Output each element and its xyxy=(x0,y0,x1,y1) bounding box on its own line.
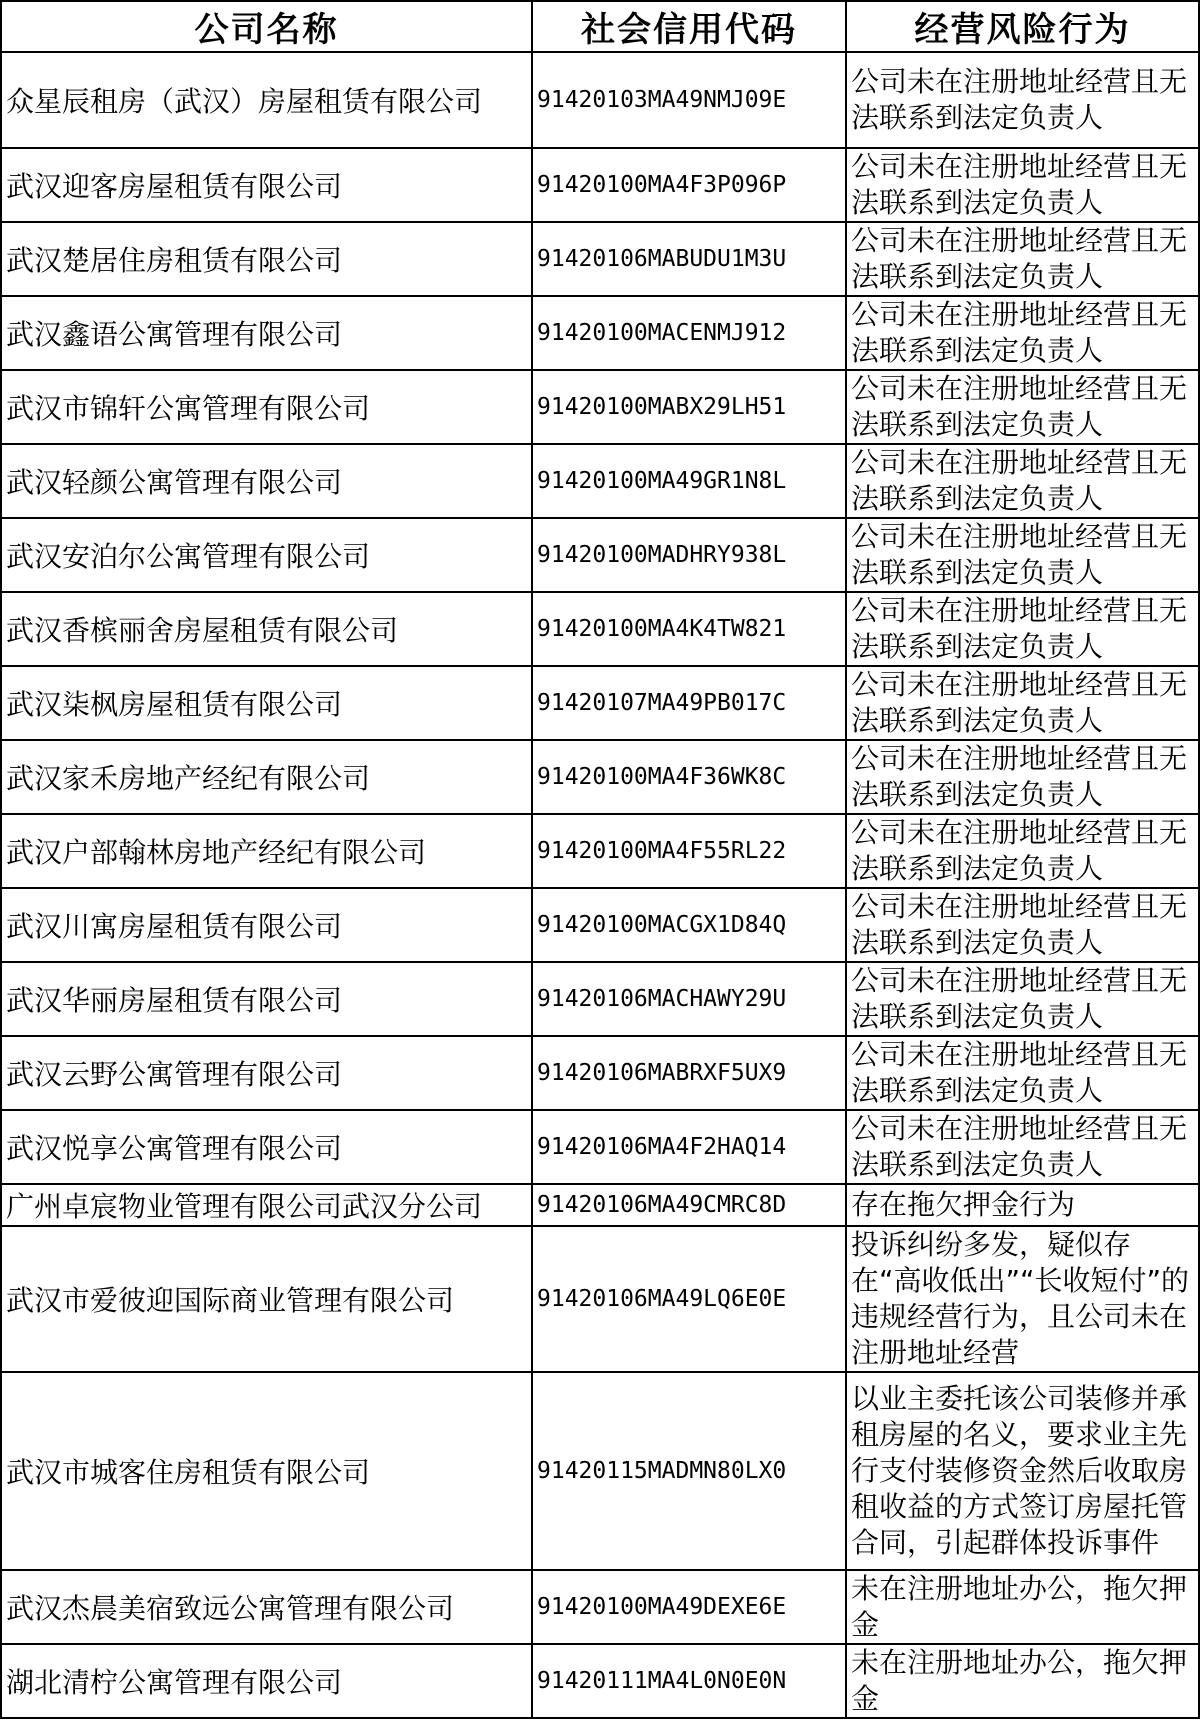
credit-code-cell: 91420106MABUDU1M3U xyxy=(532,222,846,296)
table-row xyxy=(1,962,1199,1036)
company-name-cell: 武汉市爱彼迎国际商业管理有限公司 xyxy=(1,1226,532,1372)
credit-code-cell: 91420100MACENMJ912 xyxy=(532,296,846,370)
table-row xyxy=(1,1372,1199,1570)
risk-behavior-cell: 以业主委托该公司装修并承租房屋的名义，要求业主先行支付装修资金然后收取房租收益的方式签订房屋托管合同，引起群体投诉事件 xyxy=(846,1372,1199,1570)
credit-code-cell: 91420100MABX29LH51 xyxy=(532,370,846,444)
table-row xyxy=(1,740,1199,814)
company-name-cell: 武汉迎客房屋租赁有限公司 xyxy=(1,148,532,222)
table-row xyxy=(1,1644,1199,1718)
credit-code-cell: 91420106MACHAWY29U xyxy=(532,962,846,1036)
risk-behavior-cell: 公司未在注册地址经营且无法联系到法定负责人 xyxy=(846,222,1199,296)
table-row xyxy=(1,888,1199,962)
company-name-cell: 武汉川寓房屋租赁有限公司 xyxy=(1,888,532,962)
table-body xyxy=(1,52,1199,1718)
table-row xyxy=(1,1110,1199,1184)
credit-code-cell: 91420100MA4F55RL22 xyxy=(532,814,846,888)
header-credit-code: 社会信用代码 xyxy=(532,1,846,52)
company-name-cell: 武汉家禾房地产经纪有限公司 xyxy=(1,740,532,814)
company-name-cell: 武汉鑫语公寓管理有限公司 xyxy=(1,296,532,370)
credit-code-cell: 91420103MA49NMJ09E xyxy=(532,52,846,148)
credit-code-cell: 91420100MA49GR1N8L xyxy=(532,444,846,518)
company-name-cell: 武汉杰晨美宿致远公寓管理有限公司 xyxy=(1,1570,532,1644)
company-name-cell: 武汉云野公寓管理有限公司 xyxy=(1,1036,532,1110)
credit-code-cell: 91420111MA4L0N0E0N xyxy=(532,1644,846,1718)
risk-behavior-cell: 公司未在注册地址经营且无法联系到法定负责人 xyxy=(846,296,1199,370)
company-name-cell: 众星辰租房（武汉）房屋租赁有限公司 xyxy=(1,52,532,148)
risk-behavior-cell: 公司未在注册地址经营且无法联系到法定负责人 xyxy=(846,148,1199,222)
risk-behavior-cell: 公司未在注册地址经营且无法联系到法定负责人 xyxy=(846,814,1199,888)
header-risk-behavior: 经营风险行为 xyxy=(846,1,1199,52)
risk-behavior-cell: 公司未在注册地址经营且无法联系到法定负责人 xyxy=(846,518,1199,592)
header-company-name: 公司名称 xyxy=(1,1,532,52)
risk-behavior-cell: 公司未在注册地址经营且无法联系到法定负责人 xyxy=(846,962,1199,1036)
credit-code-cell: 91420107MA49PB017C xyxy=(532,666,846,740)
table-row xyxy=(1,148,1199,222)
table-row xyxy=(1,814,1199,888)
credit-code-cell: 91420106MA49CMRC8D xyxy=(532,1184,846,1226)
table-row xyxy=(1,370,1199,444)
company-name-cell: 武汉安泊尔公寓管理有限公司 xyxy=(1,518,532,592)
table-row xyxy=(1,1570,1199,1644)
company-name-cell: 武汉香槟丽舍房屋租赁有限公司 xyxy=(1,592,532,666)
credit-code-cell: 91420115MADMN80LX0 xyxy=(532,1372,846,1570)
company-name-cell: 武汉华丽房屋租赁有限公司 xyxy=(1,962,532,1036)
credit-code-cell: 91420100MADHRY938L xyxy=(532,518,846,592)
company-name-cell: 武汉楚居住房租赁有限公司 xyxy=(1,222,532,296)
risk-behavior-cell: 存在拖欠押金行为 xyxy=(846,1184,1199,1226)
company-name-cell: 武汉市城客住房租赁有限公司 xyxy=(1,1372,532,1570)
risk-behavior-cell: 公司未在注册地址经营且无法联系到法定负责人 xyxy=(846,592,1199,666)
credit-code-cell: 91420106MA49LQ6E0E xyxy=(532,1226,846,1372)
header-row xyxy=(1,1,1199,52)
credit-code-cell: 91420100MACGX1D84Q xyxy=(532,888,846,962)
table-row xyxy=(1,666,1199,740)
credit-code-cell: 91420100MA4K4TW821 xyxy=(532,592,846,666)
table-row xyxy=(1,222,1199,296)
table-row xyxy=(1,1036,1199,1110)
risk-behavior-cell: 投诉纠纷多发，疑似存在“高收低出”“长收短付”的违规经营行为，且公司未在注册地址经营 xyxy=(846,1226,1199,1372)
company-name-cell: 武汉户部翰林房地产经纪有限公司 xyxy=(1,814,532,888)
risk-behavior-cell: 公司未在注册地址经营且无法联系到法定负责人 xyxy=(846,740,1199,814)
risk-behavior-cell: 公司未在注册地址经营且无法联系到法定负责人 xyxy=(846,888,1199,962)
credit-code-cell: 91420106MABRXF5UX9 xyxy=(532,1036,846,1110)
company-name-cell: 武汉悦享公寓管理有限公司 xyxy=(1,1110,532,1184)
table-row xyxy=(1,444,1199,518)
credit-code-cell: 91420100MA4F36WK8C xyxy=(532,740,846,814)
table-row xyxy=(1,1226,1199,1372)
risk-behavior-cell: 公司未在注册地址经营且无法联系到法定负责人 xyxy=(846,52,1199,148)
company-name-cell: 广州卓宸物业管理有限公司武汉分公司 xyxy=(1,1184,532,1226)
risk-behavior-cell: 公司未在注册地址经营且无法联系到法定负责人 xyxy=(846,1036,1199,1110)
risk-behavior-cell: 公司未在注册地址经营且无法联系到法定负责人 xyxy=(846,666,1199,740)
table-row xyxy=(1,1184,1199,1226)
risk-behavior-cell: 公司未在注册地址经营且无法联系到法定负责人 xyxy=(846,370,1199,444)
table-row xyxy=(1,296,1199,370)
credit-code-cell: 91420100MA4F3P096P xyxy=(532,148,846,222)
risk-behavior-cell: 未在注册地址办公，拖欠押金 xyxy=(846,1644,1199,1718)
risk-behavior-cell: 公司未在注册地址经营且无法联系到法定负责人 xyxy=(846,444,1199,518)
credit-code-cell: 91420100MA49DEXE6E xyxy=(532,1570,846,1644)
risk-behavior-cell: 公司未在注册地址经营且无法联系到法定负责人 xyxy=(846,1110,1199,1184)
credit-code-cell: 91420106MA4F2HAQ14 xyxy=(532,1110,846,1184)
table-row xyxy=(1,592,1199,666)
company-name-cell: 武汉柒枫房屋租赁有限公司 xyxy=(1,666,532,740)
company-name-cell: 湖北清柠公寓管理有限公司 xyxy=(1,1644,532,1718)
table-row xyxy=(1,52,1199,148)
risk-behavior-cell: 未在注册地址办公，拖欠押金 xyxy=(846,1570,1199,1644)
company-name-cell: 武汉轻颜公寓管理有限公司 xyxy=(1,444,532,518)
company-name-cell: 武汉市锦轩公寓管理有限公司 xyxy=(1,370,532,444)
table-row xyxy=(1,518,1199,592)
